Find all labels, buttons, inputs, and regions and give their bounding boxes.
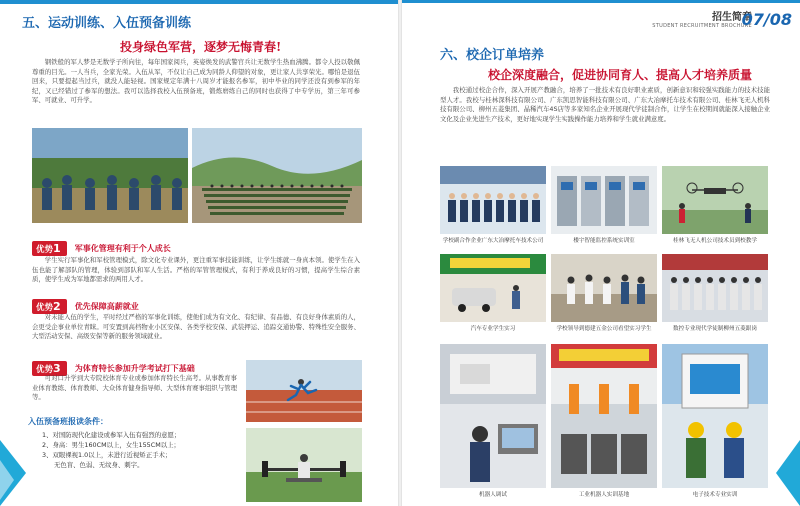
advantage-2-heading <box>32 296 139 313</box>
section-title-enterprise: 六、校企订单培养 <box>440 48 545 63</box>
photo-industrial-robot-base <box>551 344 657 488</box>
photo-cnc-apprenticeship <box>662 254 768 322</box>
advantage-3-heading <box>32 358 195 375</box>
photo-partner-company <box>440 166 546 234</box>
military-intro: 钢铁般的军人梦是无数学子所向往，每年国家阅兵，英姿焕发的武警官兵让无数学生热血沸腾。都令人投以敬佩尊重的目光。一人当兵，全家光荣。入伍从军，不仅让自己成为同龄人仰望的对象，更让家人共享荣光。哪怕是退伍回来，只要提起当过兵，就没人能轻视。国家规定年满十八周岁才能报名参军，初中毕业的同学还没有到参军的年纪，又已经错过了参军的想法。我可以选择我校入伍预备班，锻炼磨练自己的同时也获得了中专学历，第三年可参军、可就业、可升学。 <box>32 58 360 105</box>
requirement-item: 无色盲、色弱、无纹身、刺字。 <box>54 461 144 469</box>
advantage-3-text: 可对口升学到大专院校体育专业或参加体育特长生高考。从事教育事业体育教练、体育教师、大众体育健身指导师、大型体育赛事组织与管理等。 <box>32 374 237 402</box>
left-page <box>0 0 398 506</box>
right-edge-accent <box>770 0 800 506</box>
caption-auto-internship: 汽车专业学生实习 <box>470 326 516 332</box>
photo-robot-debugging <box>440 344 546 488</box>
photo-drone-teaching <box>662 166 768 234</box>
photo-auto-internship <box>440 254 546 322</box>
right-page <box>402 0 800 506</box>
requirement-item: 3、双眼裸视1.0以上，未进行近视矫正手术； <box>42 451 172 459</box>
caption-partner-company: 学校副合作企业广东大冶摩托车技术公司 <box>442 238 544 244</box>
header-title: 招生简章 <box>712 12 752 23</box>
drill-squad-illustration <box>32 128 188 223</box>
caption-cnc-apprenticeship: 数控专业现代学徒制柳州五菱跟岗 <box>673 326 757 332</box>
advantage-2-badge: 优势2 <box>32 299 67 314</box>
parade-ground-illustration <box>192 128 362 223</box>
military-slogan: 投身绿色军营，逐梦无悔青春! <box>120 40 282 54</box>
athletics-illustration <box>246 360 362 422</box>
advantage-2-title: 优先保障高薪就业 <box>74 302 139 311</box>
caption-leaders-visit: 学校领导到德建五金公司看望实习学生 <box>556 326 652 332</box>
requirements-list <box>42 430 242 470</box>
photo-weightlifting <box>246 428 362 502</box>
weightlifting-illustration <box>246 428 362 502</box>
top-stripe <box>0 0 398 4</box>
caption-smart-building-lab: 楼宇智能监控系统实训室 <box>573 238 635 244</box>
photo-parade-ground <box>192 128 362 223</box>
page-number: 07/08 <box>741 10 792 29</box>
advantage-3-title: 为体育特长参加升学考试打下基础 <box>74 364 195 373</box>
caption-drone-teaching: 桂林飞无人机公司技术员到校教学 <box>673 238 757 244</box>
advantage-1-title: 军事化管理有利于个人成长 <box>74 244 171 253</box>
photo-drill-squad <box>32 128 188 223</box>
photo-smart-building-lab <box>551 166 657 234</box>
advantage-3-badge: 优势3 <box>32 361 67 376</box>
caption-industrial-robot-base: 工业机器人实训基地 <box>578 492 630 498</box>
advantage-2-text: 对未能入伍的学生，平时经过严格的军事化训练，使他们成为有文化、有纪律、有品德、有良好身体素质的人，会更受企事业单位青睐。可安置到高档物业小区安保、各类学校安保、武装押运、追踪交通协警、特殊性安全服务、大型活动安保、高级安保等新的服务领域就业。 <box>32 313 360 341</box>
photo-athletics <box>246 360 362 422</box>
advantage-1-badge: 优势1 <box>32 241 67 256</box>
brochure-header <box>652 8 752 29</box>
section-title-military: 五、运动训练、入伍预备训练 <box>22 16 192 31</box>
requirement-item: 1、对国防现代化建设或参军入伍有强烈的意愿； <box>42 431 181 439</box>
advantage-1-text: 学生实行军事化和军校管理模式，除文化专业课外，更注重军事技能训练，让学生练就一身真本领。使学生在入伍也能了解部队的管理，体验到部队和军人生活。严格的军管管理模式，有利于养成良好的习惯，提高学生综合素质，使学生成为军地都需求的两用人才。 <box>32 256 360 284</box>
caption-robot-debugging: 机器人调试 <box>479 492 507 498</box>
enterprise-slogan: 校企深度融合，促进协同育人、提高人才培养质量 <box>488 68 753 82</box>
header-subtitle: STUDENT RECRUITMENT BROCHURE <box>652 23 752 29</box>
advantage-1-heading <box>32 238 171 255</box>
enterprise-intro: 我校通过校企合作，深入开展产教融合，培养了一批技术有良好职业素质，创新意识和较强实践能力的技术技能型人才。我校与桂林深科技有限公司、广东凯思智能科技有限公司、广东大冶摩托车技术有限公司、桂林飞无人机科技有限公司、柳州五菱集团、晶稀汽车4S店等多家知名企业开展现代学徒制合作，让学生在校期间就能深入接触企业文化及企业先进生产技术，更好地实现学生实践操作能力培养和学生就业满意度。 <box>440 86 770 123</box>
decorative-triangles <box>0 440 30 506</box>
requirement-item: 2、身高：男生160CM以上，女生155CM以上； <box>42 441 180 449</box>
requirements-title: 入伍预备班报读条件： <box>28 417 108 426</box>
photo-leaders-visit <box>551 254 657 322</box>
photo-electronics-training <box>662 344 768 488</box>
caption-electronics-training: 电子技术专业实训 <box>692 492 738 498</box>
